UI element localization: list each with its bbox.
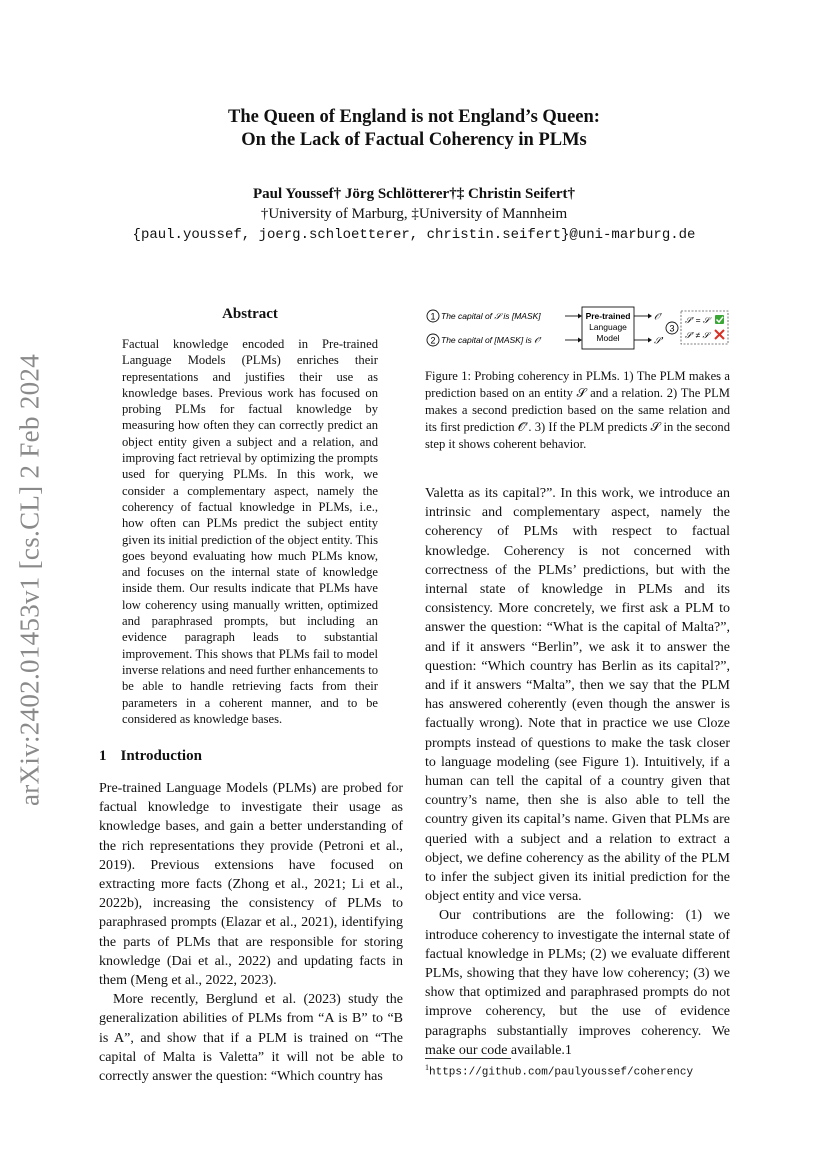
- arxiv-id: arXiv:2402.01453v1 [cs.CL] 2 Feb 2024: [14, 353, 45, 807]
- authors: Paul Youssef† Jörg Schlötterer†‡ Christin Seifert†: [252, 186, 576, 202]
- check-not-equal-label: 𝒮′ ≠ 𝒮: [685, 330, 710, 340]
- output-object: 𝒪′: [654, 311, 662, 322]
- model-label-line-1: Pre-trained: [585, 311, 631, 321]
- prompt-1: The capital of 𝒮 is [MASK]: [441, 311, 541, 321]
- step-2-number: 2: [430, 335, 436, 346]
- title-line-2: On the Lack of Factual Coherency in PLMs: [241, 130, 587, 150]
- check-mark-icon: [715, 315, 724, 324]
- title-line-1: The Queen of England is not England’s Queen:: [228, 107, 600, 127]
- model-label-line-3: Model: [596, 333, 620, 343]
- section-heading-introduction: [99, 748, 202, 765]
- section-number: 1: [99, 748, 107, 764]
- arrow-in-1-head: [578, 314, 582, 319]
- affiliations: †University of Marburg, ‡University of Mannheim: [260, 206, 568, 222]
- footnote-url[interactable]: https://github.com/paulyoussef/coherency: [429, 1066, 694, 1079]
- arrow-out-1-head: [648, 314, 652, 319]
- section-title: Introduction: [120, 748, 202, 764]
- arxiv-watermark: [10, 300, 50, 860]
- footnote: [425, 1063, 693, 1079]
- arrow-in-2-head: [578, 338, 582, 343]
- intro-paragraph-3: Valetta as its capital?”. In this work, we introduce an intrinsic and complementary aspect, namely the coherency of PLMs with respect to factual knowledge. Coherency is not concerned with correctness of the PLMs’ predictions, but with the internal state of knowledge in PLMs and its consistency. More concretely, we first ask a PLM to answer the question: “What is the capital of Malta?”, and if it answers “Berlin”, we ask it to answer the question: “Which country has Berlin as its capital?”, and if it answers “Malta”, then we say that the PLM has answered coherently (even though the answer is factually wrong). Note that in practice we use Cloze prompts instead of questions to make the task closer to language modeling (see Figure 1). Intuitively, if a human can tell the capital of a country given that country’s name, then she is also able to tell the country given its capital’s name. Given that PLMs are queried with a subject and a relation to extract a object, we define coherency as the ability of the PLM to infer the subject given its initial prediction for the object entity and vice versa.: [425, 486, 730, 905]
- intro-paragraph-4: Our contributions are the following: (1) we introduce coherency to investigate the internal state of factual knowledge in PLMs; (2) we evaluate different PLMs, showing that they have low coherency; (3) we show that optimized and paraphrased prompts do not improve coherency, but the use of evidence paragraphs substantially improves coherency. We make our code available.1: [425, 908, 730, 1058]
- arrow-out-2-head: [648, 338, 652, 343]
- intro-paragraph-1: Pre-trained Language Models (PLMs) are probed for factual knowledge to investigate their usage as knowledge bases, and gain a better understanding of the rich representations they provide (Petroni et al., 2019). Previous extensions have focused on extracting more facts (Zhong et al., 2021; Li et al., 2022b), increasing the consistency of PLMs to paraphrased prompts (Elazar et al., 2021), identifying the parts of PLMs that are responsible for storing knowledge (Dai et al., 2022) and updating facts in them (Meng et al., 2022, 2023).: [99, 781, 403, 989]
- model-label-line-2: Language: [589, 322, 627, 332]
- prompt-2: The capital of [MASK] is 𝒪′: [441, 335, 542, 345]
- paper-title: [0, 106, 828, 152]
- figure-1-diagram: [425, 304, 730, 356]
- abstract-heading: Abstract: [222, 306, 278, 322]
- step-3-number: 3: [669, 323, 675, 334]
- right-column-body: [425, 484, 730, 1060]
- intro-paragraph-2: More recently, Berglund et al. (2023) study the generalization abilities of PLMs from “A is B” to “B is A”, and show that if a PLM is trained on “The capital of Malta is Valetta” it will not be able to correctly answer the question: “Which country has: [99, 992, 403, 1085]
- step-1-number: 1: [430, 311, 436, 322]
- footnote-rule: [425, 1058, 511, 1059]
- footnote-number: 1: [425, 1063, 429, 1072]
- left-column-body: [99, 779, 403, 1086]
- output-subject: 𝒮′: [654, 335, 663, 346]
- figure-1-caption: Figure 1: Probing coherency in PLMs. 1) The PLM makes a prediction based on an entity 𝒮 and a relation. 2) The PLM makes a second prediction based on the same relation and its first prediction 𝒪′. 3) If the PLM predicts 𝒮 in the second step it shows coherent behavior.: [425, 369, 730, 451]
- author-emails: {paul.youssef, joerg.schloetterer, christin.seifert}@uni-marburg.de: [132, 227, 696, 243]
- abstract-text: Factual knowledge encoded in Pre-trained Language Models (PLMs) enriches their representations and justifies their use as knowledge bases. Previous work has focused on probing PLMs for factual knowledge by measuring how often they can correctly predict an object entity given a subject and a relation, and improving fact retrieval by optimizing the prompts used for querying PLMs. In this work, we consider a complementary aspect, namely the coherency of factual knowledge in PLMs, i.e., how often can PLMs predict the subject entity given its initial prediction of the object entity. This goes beyond evaluating how much PLMs know, and focuses on the internal state of knowledge inside them. Our results indicate that PLMs have low coherency using manually written, optimized and paraphrased prompts, but including an evidence paragraph leads to substantial improvement. This shows that PLMs fail to model inverse relations and need further enhancements to be able to handle retrieving facts from their parameters in a coherent manner, and to be considered as knowledge bases.: [122, 337, 379, 726]
- check-equal-label: 𝒮′ = 𝒮: [685, 315, 710, 325]
